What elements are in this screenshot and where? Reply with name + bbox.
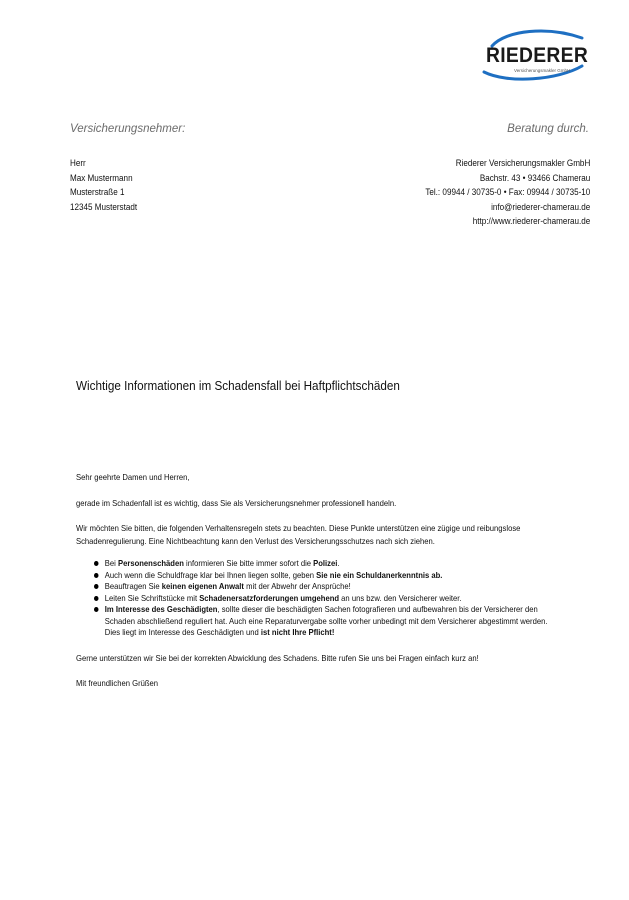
- sender-website[interactable]: http://www.riederer-chamerau.de: [472, 216, 590, 227]
- rules-list: [76, 558, 551, 639]
- rule-text: Leiten Sie Schriftstücke mit: [104, 592, 200, 603]
- letter-title: Wichtige Informationen im Schadensfall bei Haftpflichtschäden: [76, 378, 400, 393]
- rule-emphasis: Personenschäden: [117, 558, 184, 568]
- rule-text: Beauftragen Sie: [104, 581, 162, 591]
- recipient-address: [70, 156, 137, 214]
- recipient-street: Musterstraße 1: [70, 187, 125, 198]
- rule-text: , sollte dieser die beschädigten Sachen fotografieren und aufbewahren bis der Versicherer den Schaden abschließend reguliert hat. Auch eine Reparaturvergabe sollte vorher unbedingt mit dem Versicherer abgestimmt werden. Dies liegt im Interesse des Geschädigten und: [104, 604, 548, 637]
- rule-emphasis: ist nicht Ihre Pflicht!: [260, 627, 335, 637]
- rule-emphasis: Polizei: [313, 558, 338, 568]
- sender-email[interactable]: info@riederer-chamerau.de: [490, 201, 590, 212]
- rule-text: .: [337, 558, 340, 568]
- greeting: Sehr geehrte Damen und Herren,: [76, 472, 190, 482]
- rule-text: mit der Abwehr der Ansprüche!: [243, 581, 351, 591]
- recipient-salutation: Herr: [70, 158, 86, 168]
- logo-name: RIEDERER: [486, 44, 589, 67]
- rule-text: informieren Sie bitte immer sofort die: [183, 558, 314, 568]
- advisor-label: Beratung durch.: [507, 123, 589, 135]
- list-item: [105, 570, 551, 582]
- rule-emphasis: keinen eigenen Anwalt: [161, 581, 244, 591]
- list-item: [105, 593, 551, 605]
- closing-paragraph: Gerne unterstützen wir Sie bei der korrekten Abwicklung des Schadens. Bitte rufen Sie uns bei Fragen einfach kurz an!: [76, 652, 479, 663]
- sender-address: [425, 156, 590, 229]
- intro-paragraph: gerade im Schadenfall ist es wichtig, dass Sie als Versicherungsnehmer professionell handeln.: [76, 498, 397, 508]
- company-logo: [478, 28, 590, 88]
- regards: Mit freundlichen Grüßen: [76, 677, 159, 688]
- recipient-city: 12345 Musterstadt: [70, 201, 138, 212]
- letter-body: [76, 471, 551, 690]
- rule-text: Auch wenn die Schuldfrage klar bei Ihnen liegen sollte, geben: [104, 569, 317, 580]
- list-item: [105, 558, 551, 570]
- sender-company: Riederer Versicherungsmakler GmbH: [455, 158, 590, 168]
- rule-text: Bei: [104, 558, 118, 568]
- recipient-name: Max Mustermann: [70, 172, 133, 183]
- sender-phone: Tel.: 09944 / 30735-0 • Fax: 09944 / 30735-10: [425, 187, 590, 198]
- list-item: [105, 581, 551, 593]
- rule-emphasis: Im Interesse des Geschädigten: [104, 604, 218, 614]
- logo-tagline: Versicherungsmakler GmbH: [514, 68, 571, 73]
- list-item: [105, 604, 551, 639]
- rule-text: an uns bzw. den Versicherer weiter.: [339, 592, 462, 603]
- request-paragraph: Wir möchten Sie bitten, die folgenden Verhaltensregeln stets zu beachten. Diese Punkte unterstützen eine zügige und reibungslose Schadenregulierung. Eine Nichtbeachtung kann den Verlust des Versicherungsschutzes nach sich ziehen.: [76, 523, 521, 546]
- sender-street: Bachstr. 43 • 93466 Chamerau: [479, 172, 590, 183]
- policyholder-label: Versicherungsnehmer:: [70, 123, 186, 135]
- rule-emphasis: Sie nie ein Schuldanerkenntnis ab.: [316, 569, 443, 580]
- rule-emphasis: Schadenersatzforderungen umgehend: [199, 592, 340, 603]
